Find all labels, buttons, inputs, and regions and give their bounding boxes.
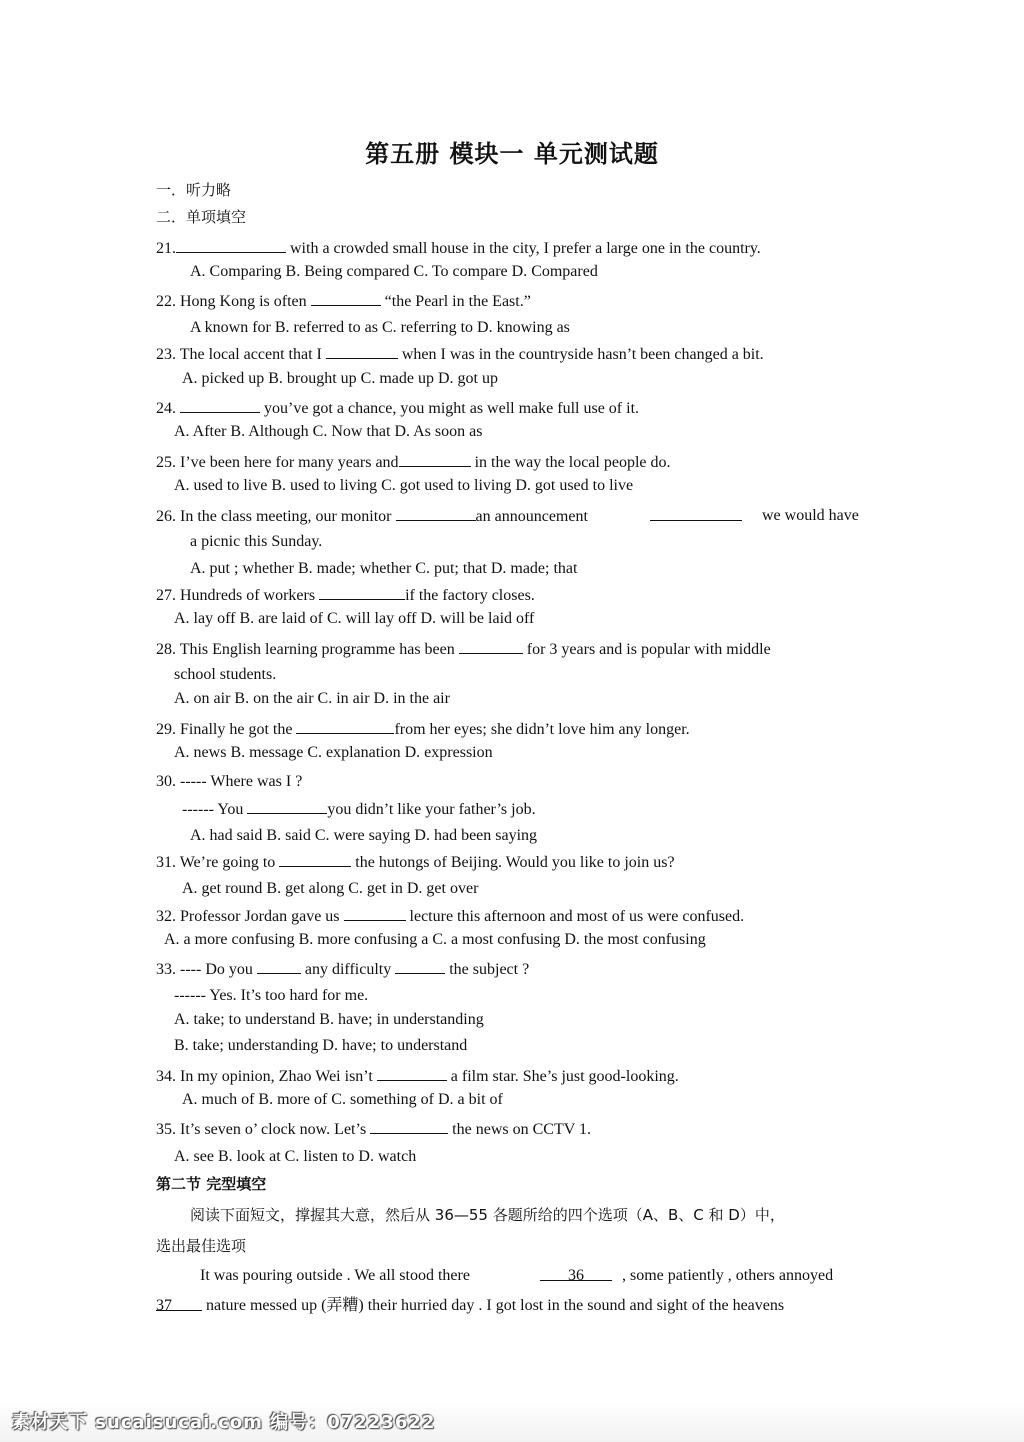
question-33 bbox=[156, 959, 529, 980]
answer-blank bbox=[395, 959, 445, 974]
cloze-instructions-1: 阅读下面短文，撑握其大意，然后从 36—55 各题所给的四个选项（A、B、C 和 D）中， bbox=[190, 1206, 785, 1224]
question-26-options: A. put ; whether B. made; whether C. put; that D. made; that bbox=[190, 560, 578, 577]
question-text: for 3 years and is popular with middle bbox=[526, 641, 771, 658]
question-text: an announcement bbox=[475, 508, 588, 525]
question-30-options: A. had said B. said C. were saying D. had been saying bbox=[190, 827, 538, 844]
question-33-options-1: A. take; to understand B. have; in understanding bbox=[174, 1011, 484, 1028]
question-text: 28. This English learning programme has been bbox=[156, 641, 455, 658]
answer-blank bbox=[344, 906, 406, 921]
question-text: you’ve got a chance, you might as well make full use of it. bbox=[264, 400, 640, 417]
question-32-options: A. a more confusing B. more confusing a C. a most confusing D. the most confusing bbox=[164, 931, 706, 948]
blank-number: 36 bbox=[568, 1267, 584, 1284]
question-30: 30. ----- Where was I ? bbox=[156, 773, 303, 790]
question-24-options: A. After B. Although C. Now that D. As soon as bbox=[174, 423, 483, 440]
answer-blank bbox=[650, 506, 742, 521]
question-text: 21. bbox=[156, 240, 176, 257]
question-text: any difficulty bbox=[304, 961, 392, 978]
question-34-options: A. much of B. more of C. something of D. a bit of bbox=[182, 1091, 503, 1108]
answer-blank bbox=[319, 585, 405, 600]
question-27-options: A. lay off B. are laid of C. will lay off D. will be laid off bbox=[174, 610, 535, 627]
question-25 bbox=[156, 452, 671, 473]
answer-blank bbox=[279, 852, 351, 867]
answer-blank bbox=[176, 238, 286, 253]
answer-blank bbox=[311, 291, 381, 306]
question-text: the news on CCTV 1. bbox=[452, 1121, 591, 1138]
question-33-reply: ------ Yes. It’s too hard for me. bbox=[174, 987, 369, 1004]
question-text: 29. Finally he got the bbox=[156, 721, 293, 738]
question-text: 26. In the class meeting, our monitor bbox=[156, 508, 392, 525]
watermark-bar bbox=[0, 1400, 1024, 1442]
question-26 bbox=[156, 506, 588, 527]
question-text: 27. Hundreds of workers bbox=[156, 587, 316, 604]
question-text: in the way the local people do. bbox=[474, 454, 671, 471]
question-text: 34. In my opinion, Zhao Wei isn’t bbox=[156, 1068, 373, 1085]
question-26-cont bbox=[650, 506, 742, 527]
watermark-text: 素材天下 sucaisucai.com 编号：07223622 bbox=[12, 1412, 436, 1433]
question-32 bbox=[156, 906, 744, 927]
question-text: when I was in the countryside hasn’t been changed a bit. bbox=[401, 346, 764, 363]
question-text: lecture this afternoon and most of us were confused. bbox=[409, 908, 745, 925]
question-25-options: A. used to live B. used to living C. got used to living D. got used to live bbox=[174, 477, 634, 494]
question-text: a film star. She’s just good-looking. bbox=[450, 1068, 679, 1085]
question-29-options: A. news B. message C. explanation D. expression bbox=[174, 744, 493, 761]
page-title: 第五册 模块一 单元测试题 bbox=[365, 140, 659, 168]
question-28 bbox=[156, 639, 771, 660]
question-24 bbox=[156, 398, 639, 419]
question-text: you didn’t like your father’s job. bbox=[327, 801, 536, 818]
answer-blank bbox=[257, 959, 301, 974]
passage-text: nature messed up (弄糟) their hurried day . I got lost in the sound and sight of the heavens bbox=[206, 1297, 785, 1314]
section-cloze-heading: 第二节 完型填空 bbox=[156, 1175, 267, 1193]
question-34 bbox=[156, 1066, 679, 1087]
answer-blank bbox=[399, 452, 471, 467]
question-29 bbox=[156, 719, 690, 740]
question-text: from her eyes; she didn’t love him any longer. bbox=[394, 721, 690, 738]
question-21-options: A. Comparing B. Being compared C. To compare D. Compared bbox=[190, 263, 598, 280]
question-26-tail: we would have bbox=[762, 507, 859, 524]
cloze-blank-36 bbox=[540, 1266, 612, 1286]
question-23-options: A. picked up B. brought up C. made up D. got up bbox=[182, 370, 498, 387]
question-text: if the factory closes. bbox=[405, 587, 535, 604]
question-text: 33. ---- Do you bbox=[156, 961, 253, 978]
answer-blank bbox=[296, 719, 394, 734]
question-text: ------ You bbox=[182, 801, 244, 818]
cloze-blank bbox=[156, 1296, 202, 1314]
question-28-options: A. on air B. on the air C. in air D. in the air bbox=[174, 690, 450, 707]
question-text: with a crowded small house in the city, I prefer a large one in the country. bbox=[290, 240, 761, 257]
blank-number: 37 bbox=[156, 1297, 172, 1314]
question-22 bbox=[156, 291, 531, 312]
question-30-reply bbox=[182, 799, 536, 820]
question-23 bbox=[156, 344, 764, 365]
question-text: the hutongs of Beijing. Would you like to join us? bbox=[355, 854, 675, 871]
question-21 bbox=[156, 238, 761, 259]
question-27 bbox=[156, 585, 535, 606]
question-31-options: A. get round B. get along C. get in D. get over bbox=[182, 880, 479, 897]
question-33-options-2: B. take; understanding D. have; to understand bbox=[174, 1037, 468, 1054]
cloze-passage-line-1 bbox=[200, 1266, 470, 1286]
question-text: 35. It’s seven o’ clock now. Let’s bbox=[156, 1121, 367, 1138]
question-text: 23. The local accent that I bbox=[156, 346, 322, 363]
question-text: 24. bbox=[156, 400, 176, 417]
question-text: 31. We’re going to bbox=[156, 854, 276, 871]
cloze-passage-line-1-tail: , some patiently , others annoyed bbox=[622, 1267, 834, 1284]
question-35-options: A. see B. look at C. listen to D. watch bbox=[174, 1148, 417, 1165]
answer-blank bbox=[180, 398, 260, 413]
section-single-choice: 二．单项填空 bbox=[156, 208, 247, 226]
question-text: 32. Professor Jordan gave us bbox=[156, 908, 340, 925]
question-text: “the Pearl in the East.” bbox=[384, 293, 531, 310]
answer-blank bbox=[377, 1066, 447, 1081]
question-35 bbox=[156, 1119, 591, 1140]
question-28-line2: school students. bbox=[174, 666, 277, 683]
section-listening: 一．听力略 bbox=[156, 181, 232, 199]
cloze-passage-line-2 bbox=[156, 1296, 784, 1316]
question-26-line2: a picnic this Sunday. bbox=[190, 533, 323, 550]
answer-blank bbox=[370, 1119, 448, 1134]
answer-blank bbox=[326, 344, 398, 359]
question-31 bbox=[156, 852, 675, 873]
passage-text: It was pouring outside . We all stood there bbox=[200, 1267, 470, 1284]
answer-blank bbox=[396, 506, 476, 521]
answer-blank bbox=[247, 799, 327, 814]
cloze-instructions-2: 选出最佳选项 bbox=[156, 1237, 247, 1255]
question-text: 22. Hong Kong is often bbox=[156, 293, 307, 310]
answer-blank bbox=[459, 639, 523, 654]
question-22-options: A known for B. referred to as C. referring to D. knowing as bbox=[190, 319, 570, 336]
cloze-blank bbox=[540, 1266, 612, 1284]
question-text: the subject ? bbox=[449, 961, 530, 978]
question-text: 25. I’ve been here for many years and bbox=[156, 454, 399, 471]
